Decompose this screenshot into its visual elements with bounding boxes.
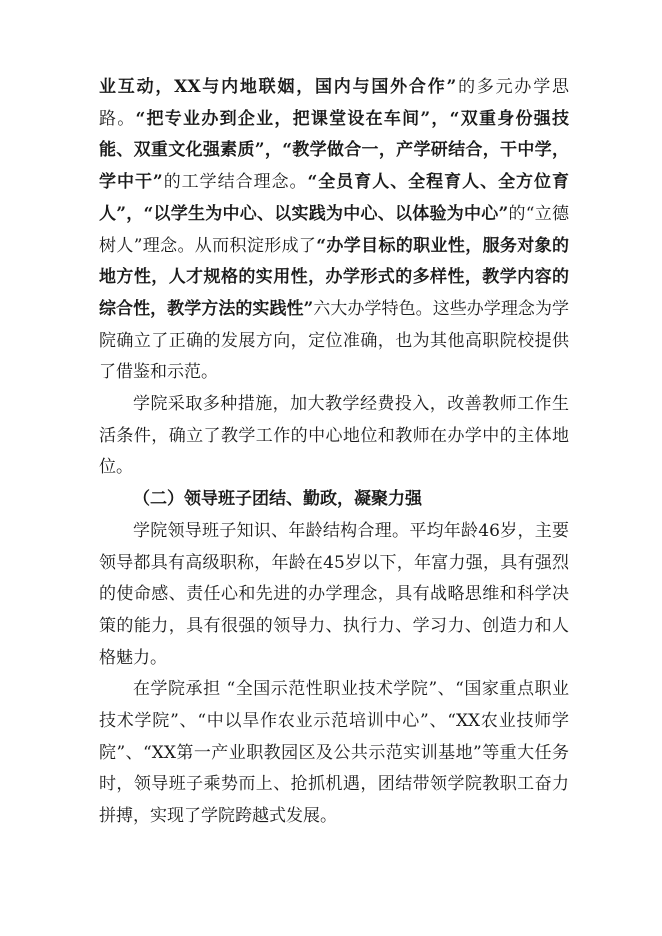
bold-text-run: “全员育人、全程育人、全方位育人”，“以学生为中心、以实践为中心、以体验为中心” [99, 172, 570, 224]
section-heading: （二）领导班子团结、勤政，凝聚力强 [133, 489, 422, 510]
text-run: 学院采取多种措施，加大教学经费投入，改善教师工作生活条件，确立了教学工作的中心地位和教师在办学中的主体地位。 [99, 394, 569, 478]
text-run: 的“立德树人”理念。从而积淀形成了 [99, 203, 569, 256]
paragraph-teaching-investment [99, 389, 569, 484]
text-run: 的多元办学思路。 [99, 77, 569, 129]
bold-text-run: “办学目标的职业性，服务对象的地方性，人才规格的实用性，办学形式的多样性，教学内容的综合性，教学方法的实践性” [99, 235, 569, 319]
text-run: 学院领导班子知识、年龄结构合理。平均年龄46岁，主要领导都具有高级职称，年龄在45岁以下，年富力强，具有强烈的使命感、责任心和先进的办学理念，具有战略思维和科学决策的能力，具有很强的领导力、执行力、学习力、创造力和人格魅力。 [99, 520, 569, 668]
document-body [99, 72, 569, 833]
text-run: 六大办学特色。这些办学理念为学院确立了正确的发展方向，定位准确，也为其他高职院校提供了借鉴和示范。 [99, 298, 570, 383]
paragraph-leadership-achievements [99, 674, 569, 833]
paragraph-leadership-structure [99, 516, 569, 675]
text-run: 在学院承担 “全国示范性职业技术学院”、“国家重点职业技术学院”、“中以旱作农业示范培训中心”、“XX农业技师学院”、“XX第一产业职教园区及公共示范实训基地”等重大任务时，领导班子乘势而上、抢抓机遇，团结带领学院教职工奋力拼搏，实现了学院跨越式发展。 [99, 679, 569, 827]
text-run: 的工学结合理念。 [162, 172, 308, 193]
paragraph-school-philosophy [99, 72, 569, 389]
bold-text-run: 业互动，XX与内地联姻，国内与国外合作” [99, 77, 457, 97]
bold-text-run: “把专业办到企业，把课堂设在车间”，“双重身份强技能、双重文化强素质”，“教学做合一，产学研结合，干中学，学中干” [99, 108, 569, 193]
